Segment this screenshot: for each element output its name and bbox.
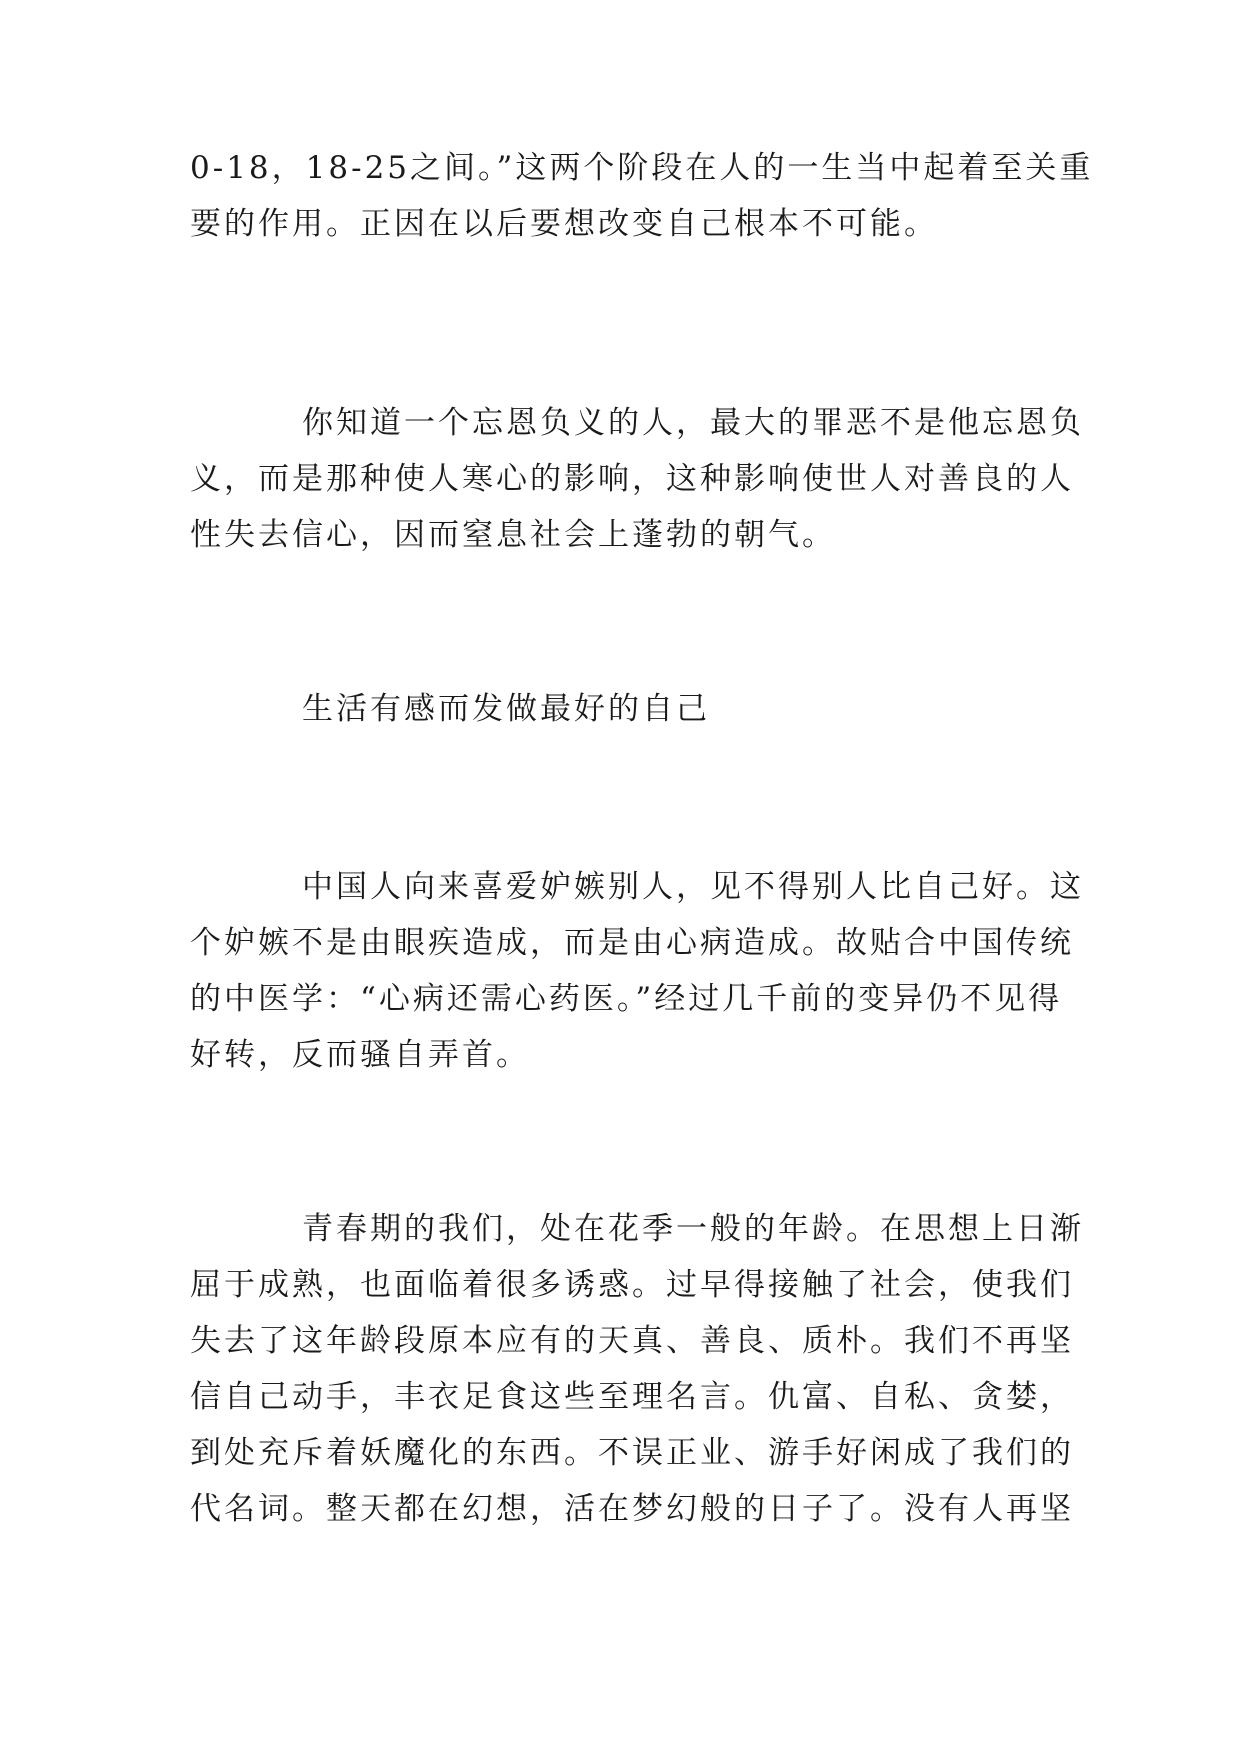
paragraph-3-line-3: 的中医学：“心病还需心药医。”经过几千前的变异仍不见得 bbox=[190, 981, 1063, 1017]
paragraph-4-line-2: 屈于成熟，也面临着很多诱惑。过早得接触了社会，使我们 bbox=[190, 1267, 1074, 1303]
section-heading bbox=[190, 681, 1060, 737]
paragraph-3-line-4: 好转，反而骚自弄首。 bbox=[190, 1037, 530, 1073]
paragraph-3 bbox=[190, 859, 1084, 1083]
paragraph-2-line-3: 性失去信心，因而窒息社会上蓬勃的朝气。 bbox=[190, 517, 836, 553]
paragraph-1-line-1: 0-18，18-25之间。”这两个阶段在人的一生当中起着至关重 bbox=[190, 150, 1094, 186]
section-heading-text: 生活有感而发做最好的自己 bbox=[302, 691, 710, 727]
paragraph-4 bbox=[190, 1201, 1084, 1537]
paragraph-2-line-2: 义，而是那种使人寒心的影响，这种影响使世人对善良的人 bbox=[190, 461, 1074, 497]
paragraph-4-line-3: 失去了这年龄段原本应有的天真、善良、质朴。我们不再坚 bbox=[190, 1323, 1074, 1359]
paragraph-3-line-2: 个妒嫉不是由眼疾造成，而是由心病造成。故贴合中国传统 bbox=[190, 925, 1074, 961]
paragraph-2-line-1: 你知道一个忘恩负义的人，最大的罪恶不是他忘恩负 bbox=[302, 405, 1084, 441]
paragraph-3-line-1: 中国人向来喜爱妒嫉别人，见不得别人比自己好。这 bbox=[302, 869, 1084, 905]
paragraph-4-line-5: 到处充斥着妖魔化的东西。不误正业、游手好闲成了我们的 bbox=[190, 1435, 1074, 1471]
paragraph-4-line-6: 代名词。整天都在幻想，活在梦幻般的日子了。没有人再坚 bbox=[190, 1491, 1074, 1527]
paragraph-2 bbox=[190, 395, 1084, 563]
paragraph-4-line-4: 信自己动手，丰衣足食这些至理名言。仇富、自私、贪婪， bbox=[190, 1379, 1074, 1415]
paragraph-4-line-1: 青春期的我们，处在花季一般的年龄。在思想上日渐 bbox=[302, 1211, 1084, 1247]
paragraph-1 bbox=[190, 140, 1094, 252]
paragraph-1-line-2: 要的作用。正因在以后要想改变自己根本不可能。 bbox=[190, 206, 938, 242]
